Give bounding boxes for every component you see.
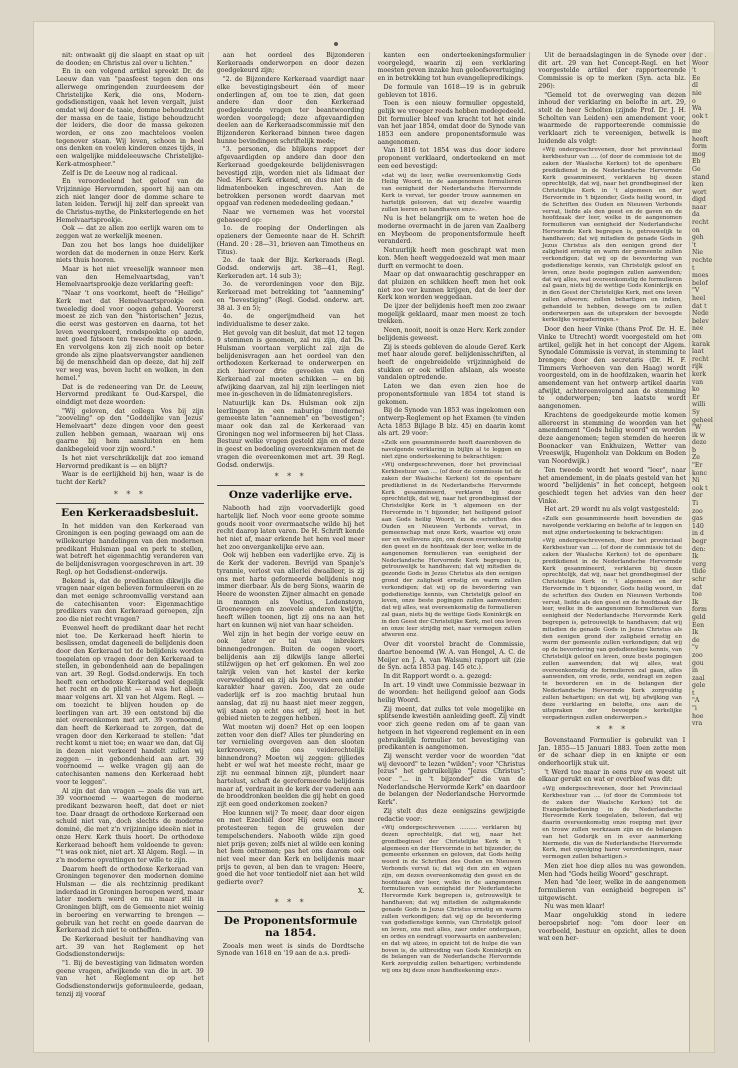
edge-fragment: verg [692, 560, 707, 568]
edge-fragment: konc [692, 469, 707, 477]
column-2 [217, 52, 370, 1042]
edge-fragment: laat [692, 348, 704, 356]
edge-fragment: t [692, 689, 695, 697]
edge-fragment: belof [692, 279, 708, 287]
edge-fragment: ik w [692, 431, 705, 439]
paragraph: Zij wenscht verder voor de woorden "dat wij devoord" te lezen "wilden"; voor "Christus Jezus" het gebruikelijke "Jezus Christus"; voor "... in 't bijzonder" die van de Nederlandsche Hervormde Kerk" en daardoor de belangen der Nederlandsche Hervormde Kerk". [377, 752, 526, 807]
paragraph: Toen is een nieuw formulier opgesteld, gelijk we vroeger reeds hebben medegedeeld. Dit formulier bleef van kracht tot het einde van het jaar 1854, omdat door de Synode van 1853 een andere proponentsformule was aangenomen. [377, 100, 526, 146]
paragraph: 2o. de taak der Bijz. Kerkeraads (Regl. Godsd. onderwijs art. 38—41, Regl. Kerkeraden art. 14 sub 3); [216, 257, 365, 280]
section-heading: De Proponentsformule na 1854. [217, 911, 365, 939]
edge-fragment: van [692, 378, 704, 386]
edge-fragment: "i [692, 705, 697, 713]
paragraph: Nu was men klaar! [544, 903, 605, 911]
edge-fragment: Ti [692, 500, 699, 508]
edge-fragment: dl [692, 82, 698, 90]
edge-fragment: vra [692, 720, 703, 728]
section-divider: * * * [596, 724, 629, 734]
quoted-text: «dat wij de leer, welke overeenkomstig Gods Heilig Woord, in de aangenomen formulieren van eenigheid der Nederlandsche Hervormde Kerk is vervat, ter goeder trouw aannemen en hartelijk gelooven, dat wij dezelve waardig zullen leeren en handhaven enz». [381, 172, 522, 213]
edge-fragment: tlide [692, 568, 707, 576]
paragraph: Ten tweede wordt het woord "leer", naar het amendement, in de plaats gesteld van het woord "belijdenis" in het concept, hetgeen geschiedt tegen het advies van den heer Vinke. [538, 466, 686, 505]
edge-fragment: in [692, 667, 698, 675]
edge-fragment: in d [692, 530, 704, 538]
edge-fragment: Ge [692, 165, 701, 173]
article-columns [56, 52, 690, 1042]
edge-fragment: Een [692, 621, 705, 629]
edge-fragment: belev [692, 317, 709, 325]
paragraph: Bij de Synode van 1853 was ingekomen een ontwerp-Reglement op het Examen (te vinden Acta 1853 Bijlage B blz. 45) en daarin komt als art. 29 voor: [377, 407, 526, 438]
edge-fragment: 't [692, 67, 697, 75]
paragraph: "3. personen, die blijkens rapport der afgevaardigden op andere dan door den Kerkeraad goedgekeurde belijdenisvragen bevestigd zijn, worden niet als lidmaat der Ned. Herv. Kerk erkend, en dus niet in de lidmatenboeken ingeschreven. Aan de betrokken personen wordt daarvan met opgaaf van redenen mededeeling gedaan." [216, 146, 365, 208]
paragraph: Zij stelt dus deze eenigszins gewijzigde redactie voor: [377, 807, 526, 823]
paragraph: "Wij geloven, dat collega Vos bij zijn "zooveling" op den "Goddelijke van Jezus' Hemelvaart" deze dingen voor den geest zullen hebben gemaan, waaraan wij ons gaarne bij hem aansluiten en hem dankbegeleid voor zijn woord." [56, 407, 204, 454]
paragraph: 't Werd toe maar in eens ruw en woest uit elkaar gerukt en wat er overbleef was dit: [538, 768, 686, 784]
paragraph: Ook — dat ze allen zoo eerlijk waren om te zeggen wat ze werkelijk meenen. [56, 225, 204, 241]
edge-fragment: kerk [692, 370, 707, 378]
paragraph: Men ziet hoe diep alles nu was gewonden. Men had "Gods heilig Woord" geschrapt. [538, 862, 686, 878]
paragraph: nit: ontwaakt gij die slaapt en staat op uit de dooden; en Christus zal over u lichten." [56, 52, 204, 67]
paragraph: Het gevolg van dit besluit, dat met 12 tegen 9 stemmen is genomen, zal nu zijn, dat Ds. Hulsman voortaan verplicht zal zijn de belijdenisvragen aan het oordeel van den orthodoxen Kerkeraad te onderwerpen en zich hiervoor drie geveelen van den Kerkeraad zal moeten schikken — en bij afwijking daarvan, zal hij zijn leerlingen niet mee in-gescheven in de lidmatenregisters. [216, 329, 365, 399]
paragraph: Maar ongelukkig stond in iedere beroepsbrief nog: "om door leer en voorbeeld, bestuur en opzicht, alles te doen wat een her- [538, 912, 686, 943]
edge-fragment: ken [692, 181, 704, 189]
edge-fragment: willi [692, 401, 706, 409]
edge-fragment: on [692, 226, 700, 234]
paragraph: aan het oordeel des Bijzonderen Kerkeraads onderworpen en door dezen goedgekeurd zijn; [216, 52, 365, 75]
paragraph: De Kerkeraad besluit ter handhaving van art. 39 van het Reglement op het Godsdienstonderwijs: [56, 935, 204, 959]
quoted-text: «Wij ondergeschrevenen, door het Provinciaal Kerkbestuur van .... (of door de Commissie tot de zaken der Waalsche Kerken) tot de Evangeliebediening in de Nederlandsche Hervormde Kerk toegelaten, beloven, dat wij daarin overeenkomstig onze roeping met ijver en trouw zullen werkzaam zijn en de belangen van het Godsrijk en in ever aanmerking hiermede, die van de Nederlandsche Hervormde Kerk, met opvolging harer verordeningen, naar vermogen zullen behartigen.» [542, 786, 682, 861]
section-heading: Onze vaderlijke erve. [217, 485, 365, 501]
paragraph: 3o. de verordeningen voor den Bijz. Kerkeraad met betrekking tot "aanneming" en "bevestiging" (Regl. Godsd. onderw. art. 38 al. 3 en 5); [216, 281, 365, 312]
edge-fragment: Ze [692, 454, 700, 462]
paragraph: In art. 19 vindt uwe Commissie bezwaar in de woorden: het heiligend geloof aan Gods heilig Woord. [377, 681, 526, 705]
paragraph: Zij is steeds gebleven de aloude Geref. Kerk met haar aloude geref. belijdenisschriften, al heeft de ongebreidelde vrijzinnigheid de stukken er ook willen afslaan, als woeste vandalen optredende. [377, 343, 526, 382]
author-signature: X. [358, 887, 365, 895]
section-divider: * * * [274, 472, 307, 482]
paragraph: 1o. de roeping der Onderlingen als opzieners der Gemeente naar de H. Schrift (Hand. 20 : 28—31, brieven aan Timotheus en Titus). [216, 225, 365, 256]
edge-fragment: der [692, 492, 703, 500]
edge-fragment: "W [692, 424, 702, 432]
edge-fragment: recht [692, 219, 709, 227]
section-divider: * * * [113, 489, 146, 499]
paragraph: Is het niet verschrikkelijk dat zoo iemand Hervormd predikant is — en blijft? [56, 454, 204, 470]
column-3 [378, 52, 531, 1042]
paragraph: "1. Bij de bevestiging van lidmaten worden geene vragen, afwijkende van die in art. 39 van het Reglement op het Godsdienstonderwijs geformuleerde, gedaan, tenzij zij vooraf [56, 960, 204, 998]
paragraph: Maar op dat onwaarachtig geschrapper en dat pluizen en schikken heeft men het ook niet zoo ver kunnen krijgen, dat de leer der Kerk kon worden weggedaan. [377, 271, 526, 302]
edge-fragment: nie [692, 89, 702, 97]
paragraph: Natuurlijk kan Ds. Hulsman ook zijn leerlingen in een naburige (moderne) gemeente laten "aannemen" en "bevestigen"; maar ook dan zal de Kerkeraad van Groningen nog wel informeeren bij het Class. Bestuur welke vragen gesteld zijn en of deze in geest en bedoeling overeenkwamen met de vragen die overeenkomen met art. 39 Regl. Godsd. onderwijs. [216, 399, 365, 469]
paragraph: 4o. de ongerijmdheid van het individualisme te deser zake. [216, 313, 365, 328]
edge-fragment: de [692, 636, 700, 644]
paragraph: Evenwel heeft de predikant daar het recht niet toe. De Kerkeraad heeft hierin te beslissen, omdat dageneeli de belijdenis doen door den Kerkeraad tot de belijdenis worden toegelaten op vragen door den Kerkeraad te stellen, in gebondenheid aan de bepalingen van art. 39 Regl. Godsd.onderwijs. En toch heeft een orthodoxe Kerkeraad wel degelijk het recht en de plicht — al was het alleen maar volgens art. XI van het Algem. Regl. — om toezicht te blijven houden op de leerlingen van art. 39 een ontstond bij die niet overeenkomen met art. 39 voornoemd, dan heeft de Kerkeraad te zorgen, dat de vragen door den Kerkeraad te stellen: "dat recht komt u niet toe; en waar we dan, dat Gij in dezen niet verkeerd handelt zullen wij zeggen — in gebondenheid aan art. 39 voornoemd — welke vragen gij aan de catechisanten namens den Kerkeraad hebt voor te leggen". [56, 624, 204, 786]
edge-fragment: geh [692, 234, 704, 242]
quoted-text: «Wij ondergeschrevenen, door het provinciaal Kerkbestuur van .... (of door de commissie tot de zaken der Waalsche Kerken) tot de openbare predikdienst in de Nederlandsche Hervormde Kerk gesanmineerd, verklaren bij deze oprechtelijk, dat wij, naar het grondbeginsel der Christelijke Kerk in 't algemeen en der Hervormde in 't bijzonder, het heiligend geloof aan Gods heilig Woord, in de schriften des Ouden en Nieuwen Verbonds vervat, in gemeenschap met onze Kerk, waartoe wij onze eer en wellevens zijn, om dezen overeenkomstig den geest en de hoofdzaak der leer, welke in de aangenomen formulieren van eenigheid der Nederlandsche Hervormde Kerk begrepen is, getrouwelijk te handhaven; dat wij mitsdien de gezonde Gods in Jezus Christus als den eenigen grond der zaligheid ernstig en warm zullen verkondigen; dat wij op de bevordering van godsdienstige kennis, van Christelijk geloof en leven, onze beste pogingen zullen aanwenden; dat wij alles, wat overeenkomstig de formulieren zal gaan, niets bij de wettige Gods Koninkrijk en in den Geest der Christelijke Kerk, met ons leven en onze leer strijdig met, naar vermogen zullen afweren enz. [381, 462, 522, 639]
paragraph: De ijzer der belijdenis heeft men zoo zwaar mogelijk geklaard, maar men moest ze toch trekken. [377, 303, 526, 326]
paragraph: Van 1816 tot 1854 was dus door iedere proponent verklaard, onderteekend en met een eed bevestigd: [377, 147, 526, 170]
paragraph: Laten we dan even zien hoe de proponentsformule van 1854 tot stand is gekomen. [377, 383, 526, 406]
edge-fragment: "v [692, 644, 699, 652]
paragraph: Wat moeten wij doen? Het op een loopen zetten voor den dief? Alles ter plundering en ter vernieling overgeven aan den slooten kerkroovers, die ons veiderechtelijk binnendrong? Moeten wij zeggen: gijliedes hebt er wel wat het meeste recht, maar ge zijt nu eenmaal binnen zijt, plundert naar hartelust, schaft de gereformeerde belijdenis maar af, verdraait in de kerk der vaderen aan de brooddronken beelden die gij hebt en goed zijt een goed onderkomen zoeken? [216, 723, 365, 808]
paragraph: In het midden van den Kerkeraad van Groningen is een poging gewaagd om aan de willekeurige handelingen van den modernen predikant Hulsman paal en perk te stellen, wat betreft het eigenmachtig veranderen van de belijdenisvragen voorgeschreven in art. 39 Regl. op het Godsdienst-onderwijs. [56, 522, 204, 576]
edge-fragment: zaal [692, 674, 705, 682]
edge-fragment: me [692, 127, 702, 135]
edge-fragment: t [692, 264, 695, 272]
section-heading: Een Kerkeraadsbesluit. [56, 503, 204, 519]
edge-fragment: digd [692, 196, 706, 204]
column-1 [56, 52, 209, 1042]
paragraph: Ook wij hebben een vaderlijke erve. Zij is de Kerk der vaderen. Bevrijd van Spanje's tyrannie, verlost van allerlei dwaalleer, is zij ons met harte geformeerde belijdenis nog immer dierbaar. Als de berg Sions, waarin de Heere de woonsten Zijner almacht en genade in mannen als Voetius, Lodensteyn, Groenewegen en zoovele anderen kwijtte, heeft willen toonen, ligt zij ons na aan het hart en kunnen wij niet van haar scheiden. [216, 552, 365, 629]
paragraph: En veroordeelend het geloof van de Vrijzinnige Hervormden, spoort hij aan om zich niet langer door de domme schare te laten leiden. Terwijl hij zelf dan spreekt van de Christus-mythe, de Pinksterlegende en het Hemelvaartsprookje. [56, 178, 204, 224]
paragraph: Krachtens de goedgekeurde motie komen allereerst in stemming de woorden van het amendement "Gods heilig woord" en worden deze aangenomen; tegen stemden de heeren Boonacker van Enkhuizen, Wetter van Vreeswijk, Hugenholz van Dokkum en Boden van Noordwijk.) [538, 411, 686, 466]
paragraph: In dit Rapport wordt o. a. gezegd: [383, 672, 492, 680]
edge-fragment: ko [692, 386, 700, 394]
edge-fragment: Ni [692, 477, 700, 485]
paragraph: Wel zijn in het begin der vorige eeuw en ook later er tal van inbrekers binnengedrongen. Buiten de oogen voort, belijdenis aan zij dikwijls lange allerlei stilzwijgen op het erf gekomen. En wel zoo talrijk velen van het kastel der kerke overweldigend en zij als bouwers een ander karakter haar gaven. Zoo, dat ze oude vaderlijk erf is zoo machtig brutaal hun aanslag, dat zij nu haast niet meer zeggen, wij staan op echt ons erf, zij heet in het gebied nieten te zeggen hebben. [216, 630, 365, 723]
paragraph: Maar is het niet vreeselijk wanneer men van den Hemelvaartsdag, van't Hemelvaartsprookje deze verklaring geeft: [56, 265, 204, 289]
edge-fragment: schr [692, 575, 706, 583]
edge-fragment: dat [692, 583, 703, 591]
edge-fragment: o [692, 97, 696, 105]
paragraph: Zooals men weet is sinds de Dordtsche Synode van 1618 en '19 aan de a.s. predi- [216, 942, 365, 958]
paragraph: De formule van 1618—19 is in gebruik gebleven tot 1816. [377, 83, 526, 99]
edge-fragment: heeft [692, 135, 709, 143]
paragraph: Men had "de leer, welke in de aangenomen formulieren van eenigheid begrepen is" uitgewischt. [538, 879, 686, 902]
edge-fragment: Nede [692, 310, 709, 318]
edge-fragment: b [692, 446, 696, 454]
edge-fragment: Ee [692, 74, 701, 82]
edge-fragment: gou [692, 659, 704, 667]
edge-fragment: gas [692, 515, 703, 523]
edge-fragment: geheel [692, 416, 713, 424]
newspaper-page [34, 22, 714, 1052]
paragraph: En in een volgend artikel spreekt Dr. de Leeuw dan van "paasfeest tegen den ons allerwege omringenden zuurdeesem der Christelijke Kerk, die ons, Modern-godsdienstigen, vaak het leven vergalt, juist omdat wij door de taaie, domme behoudzucht der massa en de taaie, listige behoudzucht der leiders, die door de massa gekozen worden, er ons zoo machteloos voelen tegenover staan. Wij leven, schoon in heel ons denken en voelen kinderen onzes tijds, in een walgelijke middeleeuwsche Christelijke-Kerk-atmospheer." [56, 68, 204, 168]
edge-fragment: stand [692, 173, 710, 181]
edge-fragment: moes [692, 272, 709, 280]
paragraph: Natuurlijk heeft men geschrapt wat men kon. Men heeft weggedoezeld wat men maar durft en vermocht te doen. [377, 247, 526, 270]
paragraph: "Gemeld tot de overweging van dezen inhoud der verklaring en belofte in art. 29, stelt de heer Scholten (zijnde Prof. Dr. J. H. Scholten van Leiden) een amendement voor, waarmede de rapporteerende commissie verklaart zich te vereenigen, betwelk is luidende als volgt: [538, 91, 686, 145]
edge-fragment: rijk [692, 363, 703, 371]
edge-fragment: wort [692, 188, 707, 196]
edge-fragment: deze [692, 439, 707, 447]
edge-fragment: Ik [692, 629, 699, 637]
edge-fragment: "Er [692, 462, 703, 470]
paragraph: "Naar 't ons voorkomt, heeft de "Heilige" Kerk met dat Hemelvaartsprookje een tweeledig doel voor oogen gehad. Voorerst moest ze zich van den "historischen" Jezus, die eerst was gestorven en daarna, tot het leven weergekeerd, rondspookte op aarde, met goed fatsoen ten tweede male ontdoen. En vervolgens kon zij zich nooit op beter gronde als zijne plaatsvervangster aandienen bij de menschheid dan op deeze, dat hij zelf ver weg was, boven lucht en wolken, in den hemel." [56, 290, 204, 382]
quoted-text: «Zulk een gesanmineerde heeft bovendien de navolgende verklaring en belofte af te leggen en met zijne onderteekening te bekrachtigen: [542, 516, 682, 536]
edge-fragment: hoe [692, 712, 704, 720]
edge-fragment: Er [692, 393, 700, 401]
edge-fragment: naar [692, 203, 707, 211]
edge-fragment: den: [692, 545, 706, 553]
edge-fragment: recht [692, 355, 709, 363]
edge-fragment: Nie [692, 249, 704, 257]
paragraph: Door den heer Vinke (thans Prof. Dr. H. E. Vinke te Utrecht) wordt voorgesteld om het artikel, gelijk het in het concept der Algem. Synodale Commissie is vervat, in stemming te brengen; door den secretaris (Dr. H. F. Timmers Verhoeven van den Haag) wordt voorgesteld, om in de hoofdzaken, waarin het amendement van het ontwerp artikel daarin afwijkt, achtereenvolgend aan de stemming te onderwerpen; ten laatste wordt aangenomen. [538, 326, 686, 411]
paragraph: Dat is de redeneering van Dr. de Leeuw, Hervormd predikant te Oud-Karspel, die einddigt met deze woorden: [56, 383, 204, 406]
paragraph: kanten een onderteekeningsformulier voorgelegd, waarin zij een verklaring moesten geven inzake hun geloofsovertuiging en in betrekking tot hun evangeliepredikings. [377, 52, 526, 83]
quoted-text: «Wij ondergeschrevenen, door het provinciaal kerkbestuur van .... (of door de commissie tot de zaken der Waalsche Kerken) tot de openbare predikdienst in de Nederlandsche Hervormde Kerk gesanmineerd, verklaren bij dezen oprechtelijk, dat wij, naar het grondbeginsel der Christelijke Kerk in 't algemeen en der Hervormde in 't bijzonder, Gods heilig woord, in de Schriften des Ouden en Nieuwen Verbonds vervat, liefde als den geest en de gaven en de hoofdzaak der leer, welke in de aangenomen formulieren van eenigheid der Nederlandsche Hervormde Kerk begrepen is, getrouwelijk te handhaven; dat wij mitsdien de genade Gods in Jezus Christus als den eenigen grond der zaligheid ernstig en warm der gemeente zullen verkondigen; dat wij op de bevordering van godsdienstige kennis, van Christelijk geloof en leven, onze beste pogingen zullen aanwenden; dat wij alles, wat overeenkomstig de formulieren zal gaan, niets bij de wettige Gods Koninkrijk en in den Geest der Christelijke Kerk, met ons leven zullen afweren; zullen behartigen en indien, gehandeld te hebben, dewege om te zullen onderwerpen aan de uitspraken der bevoegde kerkelijke vergaderingen.» [542, 147, 682, 324]
paragraph: Zelf is Dr. de Leeuw nog al radicaal. [62, 169, 178, 177]
edge-fragment: geld [692, 613, 706, 621]
edge-fragment: de [692, 120, 700, 128]
paragraph: Het art. 29 wordt nu als volgt vastgesteld: [544, 506, 680, 514]
paragraph: Naar we vernemen was het voorstel gebaseerd op: [216, 209, 365, 224]
quoted-text: «Wij ondergeschrevenen .......... verklaren bij dezen oprechtelijk, dat wij, naar het grondbeginsel der Christelijke Kerk in 't algemeen en der Hervormde in het bijzonder, de gemeente erkennen en geloven, dat Gods heilig woord in de Schriften des Ouden en Nieuwen Verbonds vervat is; dat wij den zin en wijzen zijn, om dezen overeenkomstig den geest en de hoofdzaak der leer, welke in de aangenomen formulieren van eenigheid der Nederlandsche Hervormde Kerk begrepen is, getrouwelijk te handhaven; dat wij mitsdien de zaligmakende genade Gods in Jezus Christus ernstig en warm zullen verkondigen; dat wij op de bevordering van godsdienstige kennis, van Christelijk geloof en leven, ons met alles, zaer onder ondergaan, en ordes en eendragt voorwaarts en aanbevelen; en dat wij alzoo, in opzicht tot de hulpe die van boven is, de uitbreiding van Gods Koninkrijk en de belangen van de Nederlandsche Hervormde Kerk zorgvuldig zullen behartigen; verbindende wij ons bij deze onze handteekening enz». [381, 825, 522, 975]
edge-fragment: toe [692, 591, 702, 599]
paragraph: Daarom heeft de orthodoxe Kerkeraad van Groningen tegenover den modernen domine Hulsman — die als rechtzinnig predikant inderdaad in Groningen beroepen werd, maar later modern werd en nu maar stil in Groningen blijft, om de Gemeente niet weinig in beroering en verwarring te brengen — gebruik van het recht en goede daarvan de Kerkeraad zich niet te ontheffen. [56, 865, 204, 935]
adjacent-page-edge [689, 52, 714, 1052]
edge-fragment: Eb [692, 158, 701, 166]
edge-fragment: zoo [692, 507, 703, 515]
edge-fragment: mog [692, 150, 706, 158]
paragraph: "2. de Bijzondere Kerkeraad vaardigt naar elke bevestigingsbeurt één of meer onderlingen af, om toe te zien, dat geen andere dan door den Kerkeraad goedgekeurde vragen ter beantwoording worden voorgelegd; deze afgevaardigden deelen aan de Kerkeraadscommissie mit den Bijzonderen Kerkeraad binnen twee dagen hunne bevindingen schriftelijk mede; [216, 76, 365, 145]
edge-fragment: om [692, 332, 702, 340]
paragraph: Bovenstaand Formulier is gebruikt van 1 Jan. 1855—15 Januari 1883. Toen zette men er de schaar diep in en knipte er een onderhoorlijk stuk uit. [538, 736, 686, 768]
edge-fragment: "A [692, 697, 700, 705]
paragraph: Over dit voorstel bracht de Commissie, daartoe benoemd (W. A. van Hengel, A. C. de Meijer en J. A. van Walsum) rapport uit (zie de Syn. acta 1853 pag. 145 etc.). [377, 641, 526, 672]
edge-fragment: begr [692, 538, 707, 545]
paragraph: Neen, nooit, nooit is onze Herv. Kerk zonder belijdenis geweest. [377, 327, 526, 342]
edge-fragment: nee [692, 325, 704, 333]
column-4 [538, 52, 690, 1042]
fold-mark [334, 42, 338, 46]
edge-fragment: dat t [692, 302, 707, 310]
edge-fragment: 't [692, 241, 697, 249]
edge-fragment: der . [692, 52, 707, 59]
edge-fragment: Wa [692, 105, 702, 113]
paragraph: Bekend is, dat de predikanten dikwijls die vragen naar eigen believen formuleeren en ze dan met eenige schroomvallig verstand aan de catechisanten voor: Eigenmachtige predikers van den Kerkeraad geroepen, zijn zoo die niet recht vragen? [56, 577, 204, 624]
paragraph: Al zijn dat dan vragen — zoals die van art. 39 voornoemd — waartegen de moderne predikant bezwaren heeft, dat doet er niet toe. Daar draagt de orthodoxe Kerkeraad een schuld niet van, doch slechts de moderne dominé, die met z'n vrijzinnige ideeën niet in onze Herv. Kerk thuis hoort. De orthodoxe Kerkeraad behoeft hem voldoende te geven: "'t was ook niet, niet art. XI Algem. Regl. — in z'n moderne opvattingen ter wille te zijn. [56, 787, 204, 864]
paragraph: Zij meent, dat zulks tot vele mogelijke en splitsende kwestiën aanleiding geeft. Zij vindt voor zich geene reden om af te gaan van hetgeen in het vigeerend reglement en in een gebruikelijk formulier tot bevestiging van predikanten is aangenomen. [377, 705, 526, 752]
edge-fragment: rechte [692, 257, 713, 265]
paragraph: Dan zou het bos langs hoe duidelijker worden dat de modernen in onze Herv. Kerk niets thuis hooren. [56, 241, 204, 265]
edge-fragment: karak [692, 340, 710, 348]
edge-fragment: ook t [692, 112, 708, 120]
quoted-text: «Zelk een gesanmineerde heeft daarenboven de navolgende verklaring in bijlijn al te leggen en niet zijne onderteekening te bekrachtigen: [381, 440, 522, 460]
edge-fragment: Sy [692, 408, 700, 416]
edge-fragment: form [692, 143, 707, 151]
edge-fragment: form [692, 606, 707, 614]
edge-fragment: Ik [692, 598, 699, 606]
edge-fragment: heel [692, 295, 706, 302]
paragraph: Uit de beraadslagingen in de Synode over dit art. 29 van het Concept-Regl. en het voorgestelde artikel der rapporteerende Commissie is op te merken (Syn. acta blz. 296): [538, 52, 686, 90]
edge-fragment: Woor [692, 59, 709, 67]
edge-fragment: zoo [692, 651, 703, 659]
paragraph: Hoe kunnen wij? Te meer, daar door eigen en met Ezechiël door Hij eens een meer protesteeren tegen de gruwelen der tempelschenders. Nabooth wilde zijn goed niet prijs geven; zelfs niet al wilde een koning het hem ontnemen; pas het ons daarom ook niet veel meer dan Kerk en belijdenis maar prijs te geven, al ben dan te vragen: Heere, goed die het voor tentiedolf niet aan het wild gedierte over? [216, 809, 365, 887]
paragraph: Nu is het belangrijk om te weten hoe de moderne overmacht in de jaren van Zaalberg en Meyboom de proponentsformule heeft veranderd. [377, 215, 526, 246]
section-divider: * * * [274, 897, 307, 907]
quoted-text: «Wij ondergeschrevenen, door het provinciaal Kerkbestuur van .... (of door de commissie tot de zaken der Waalsche Kerken) tot de openbare predikdienst in de Nederlandsche Hervormde Kerk gesanmineerd, verklaren bij dezen oprechtelijk, dat wij, naar het grondbeginsel der Christelijke Kerk in 't algemeen en der Hervormde in 't bijzonder, Gods heilig woord, in de schriften des Ouden en Nieuwen Verbonds vervat, liefde als den geest en de hoofdzaak der leer, welke in de aangenomen formulieren van eenigheid der Nederlandsche Hervormde Kerk begrepen is, getrouwelijk te handhaven; dat wij mitsdien de genade Gods in Jezus Christus als den eenigen grond der zaligheid ernstig en warm der gemeente zullen verkondigen; dat wij op de bevordering van godsdienstige kennis, van Christelijk geloof en leven, onze beste pogingen zullen aanwenden; dat wij alles, wat overeenkomstig de formulieren zal gaan, alles aanwenden, om vrede, orde, eendragt en zegen te bevorderen en in de belangen der Nederlandsche Hervormde Kerk zorgvuldig zullen behartigen; en dat wij, bij afwijking van deze verklaring en belofte, ons aan de uitspraken der bevoegde kerkelijke vergaderingen zullen onderwerpen.» [542, 538, 682, 722]
edge-fragment: Ik [692, 553, 699, 561]
edge-fragment: "V [692, 287, 700, 295]
edge-fragment: da [692, 211, 700, 219]
paragraph: Waar is de eerlijkheid bij hen, waar is de tucht der Kerk? [56, 471, 204, 486]
edge-fragment: ook t [692, 484, 708, 492]
edge-fragment: 140 [692, 522, 704, 530]
paragraph: Nabooth had zijn voorvaderlijk goed hartelijk lief. Noch voor eene groote somme gouds nooit voor overmaatsche wilde hij het recht daarop laten varen. De H. Schrift kende het niet af, maar erkende het hem veel meer het zoo onvergankelijke erve aan. [216, 505, 365, 551]
edge-fragment: gele [692, 682, 706, 690]
